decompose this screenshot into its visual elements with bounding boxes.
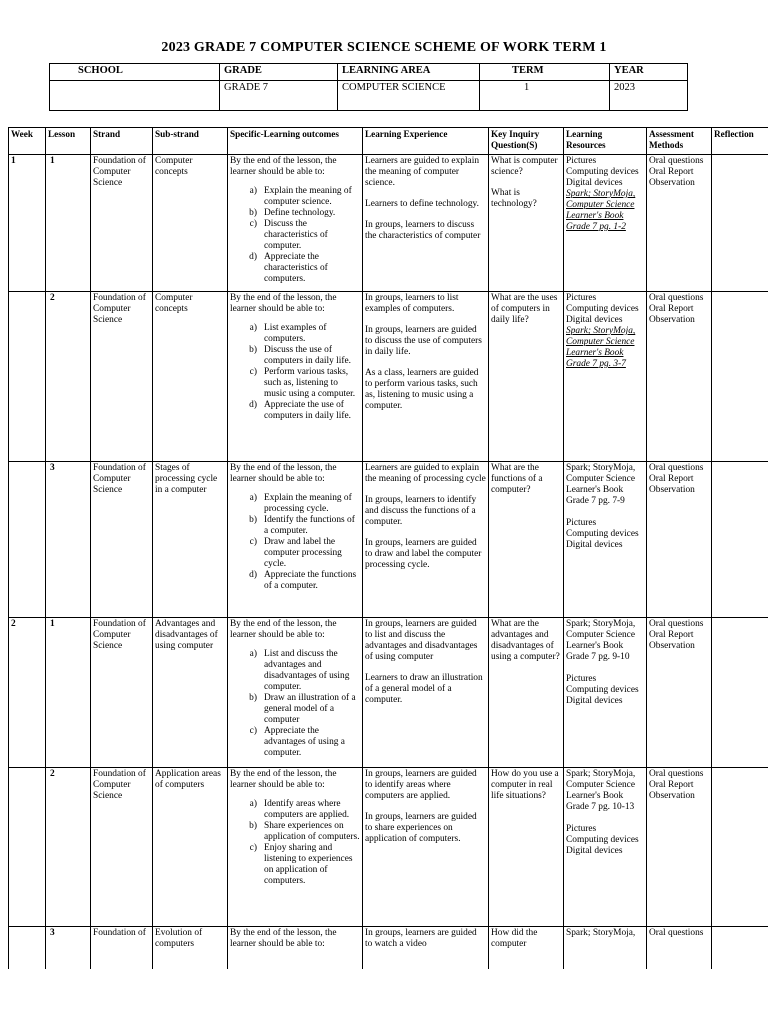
sub-strand-cell: Computer concepts [153,292,228,462]
outcomes-intro: By the end of the lesson, the learner should be able to: [230,463,337,484]
header-assessment: Assessment Methods [647,128,712,155]
resource-item: Digital devices [566,178,623,188]
outcomes-intro: By the end of the lesson, the learner should be able to: [230,156,337,177]
assessment-item: Oral questions [649,463,704,473]
lesson-cell: 3 [46,927,91,970]
week-cell [9,927,46,970]
outcomes-cell: By the end of the lesson, the learner should be able to: [228,927,363,970]
document-title: 2023 GRADE 7 COMPUTER SCIENCE SCHEME OF WORK TERM 1 [161,40,607,55]
outcome-item: c. Appreciate the advantages of using a computer. [264,726,360,759]
header-experience: Learning Experience [363,128,489,155]
experience-paragraph: In groups, learners to discuss the characteristics of computer [365,220,481,241]
resource-item: Pictures [566,293,597,303]
sub-strand-cell: Advantages and disadvantages of using computer [153,618,228,768]
experience-paragraph: In groups, learners to identify and discuss the functions of a computer. [365,495,477,527]
outcome-item: c. Draw and label the computer processing cycle. [264,537,360,570]
lesson-cell: 3 [46,462,91,618]
outcome-item: a. Explain the meaning of computer science. [264,186,360,208]
experience-paragraph: In groups, learners are guided to identify areas where computers are applied. [365,769,477,801]
experience-paragraph: In groups, learners are guided to discuss the use of computers in daily life. [365,325,482,357]
resource-item: Spark; StoryMoja, Computer Science Learner's Book Grade 7 pg. 10-13 [566,769,636,812]
resource-item: Pictures [566,518,597,528]
inquiry-question: What is technology? [491,188,537,209]
resource-item: Spark; StoryMoja, Computer Science Learner's Book Grade 7 pg. 7-9 [566,463,636,506]
assessment-item: Oral questions [649,156,704,166]
outcome-item: d. Appreciate the functions of a computer. [264,570,360,592]
info-header-cell: LEARNING AREA [338,64,480,81]
experience-cell [363,155,489,292]
outcome-item: c. Discuss the characteristics of computer. [264,219,360,252]
resource-item: Spark; StoryMoja, Computer Science Learner's Book Grade 7 pg. 9-10 [566,619,636,662]
outcomes-intro: By the end of the lesson, the learner should be able to: [230,293,337,314]
outcome-item: b. Define technology. [264,208,360,219]
resources-cell [564,768,647,927]
assessment-item: Observation [649,641,695,651]
outcome-item: a. List examples of computers. [264,323,360,345]
strand-cell: Foundation of [91,927,153,970]
assessment-cell [647,292,712,462]
info-header-cell: GRADE [220,64,338,81]
info-value-cell: GRADE 7 [220,81,338,111]
experience-paragraph: In groups, learners to list examples of computers. [365,293,459,314]
info-value-row [50,81,688,111]
experience-paragraph: In groups, learners are guided to draw and label the computer processing cycle. [365,538,482,570]
table-row [9,155,768,292]
resource-item: Digital devices [566,315,623,325]
sub-strand-cell: Computer concepts [153,155,228,292]
outcome-item: d. Appreciate the use of computers in daily life. [264,400,360,422]
experience-paragraph: Learners are guided to explain the meaning of processing cycle [365,463,486,484]
header-strand: Strand [91,128,153,155]
outcomes-cell [228,462,363,618]
resource-item: Computing devices [566,835,639,845]
table-row [9,768,768,927]
assessment-item: Oral Report [649,474,694,484]
experience-paragraph: Learners are guided to explain the meaning of computer science. [365,156,480,188]
info-value-cell [50,81,220,111]
assessment-item: Oral Report [649,167,694,177]
week-cell: 2 [9,618,46,768]
strand-cell: Foundation of Computer Science [91,462,153,618]
spacer [566,663,644,674]
info-header-cell: YEAR [610,64,688,81]
sub-strand-cell: Application areas of computers [153,768,228,927]
resource-item: Computing devices [566,167,639,177]
week-cell [9,768,46,927]
week-cell [9,292,46,462]
spacer [566,507,644,518]
reflection-cell [712,292,768,462]
info-table [49,63,688,111]
resource-item: Digital devices [566,540,623,550]
assessment-item: Oral questions [649,619,704,629]
assessment-item: Observation [649,485,695,495]
outcome-item: c. Enjoy sharing and listening to experiences on application of computers. [264,843,360,887]
outcome-item: b. Identify the functions of a computer. [264,515,360,537]
header-sub-strand: Sub-strand [153,128,228,155]
outcome-item: d. Appreciate the characteristics of computers. [264,252,360,285]
outcome-item: a. Explain the meaning of processing cycle. [264,493,360,515]
scheme-table [8,127,768,969]
outcomes-cell [228,155,363,292]
inquiry-question: How do you use a computer in real life situations? [491,769,559,801]
assessment-item: Observation [649,315,695,325]
assessment-item: Oral questions [649,769,704,779]
resources-cell: Spark; StoryMoja, [564,927,647,970]
outcomes-intro: By the end of the lesson, the learner should be able to: [230,619,337,640]
assessment-cell [647,155,712,292]
header-reflection: Reflection [712,128,768,155]
resource-item: Computing devices [566,304,639,314]
header-inquiry: Key Inquiry Question(S) [489,128,564,155]
assessment-cell [647,618,712,768]
resource-book: Spark; StoryMoja, Computer Science Learner's Book Grade 7 pg. 1-2 [566,189,636,232]
experience-cell [363,292,489,462]
lesson-cell: 1 [46,618,91,768]
outcome-item: c. Perform various tasks, such as, listening to music using a computer. [264,367,360,400]
assessment-cell [647,462,712,618]
experience-cell [363,618,489,768]
header-week: Week [9,128,46,155]
experience-paragraph: As a class, learners are guided to perform various tasks, such as, listening to music using a computer. [365,368,479,411]
resource-item: Pictures [566,674,597,684]
lesson-cell: 2 [46,292,91,462]
info-value-cell: COMPUTER SCIENCE [338,81,480,111]
inquiry-cell [489,155,564,292]
outcome-item: a. Identify areas where computers are applied. [264,799,360,821]
table-row-partial [9,927,768,970]
experience-paragraph: Learners to define technology. [365,199,479,209]
outcomes-list [230,799,360,887]
resources-cell [564,462,647,618]
info-header-cell: SCHOOL [50,64,220,81]
outcomes-list [230,186,360,285]
outcomes-intro: By the end of the lesson, the learner should be able to: [230,769,337,790]
resource-book: Spark; StoryMoja, Computer Science Learner's Book Grade 7 pg. 3-7 [566,326,636,369]
table-row [9,292,768,462]
strand-cell: Foundation of Computer Science [91,618,153,768]
outcome-item: b. Discuss the use of computers in daily life. [264,345,360,367]
assessment-item: Observation [649,791,695,801]
outcomes-list [230,649,360,759]
resource-item: Computing devices [566,529,639,539]
resource-item: Pictures [566,824,597,834]
outcomes-list [230,323,360,422]
outcomes-cell [228,292,363,462]
assessment-item: Oral Report [649,780,694,790]
outcome-item: b. Share experiences on application of computers. [264,821,360,843]
assessment-cell [647,768,712,927]
assessment-item: Observation [649,178,695,188]
table-header-row [9,128,768,155]
week-cell [9,462,46,618]
experience-paragraph: In groups, learners are guided to share experiences on application of computers. [365,812,477,844]
experience-paragraph: In groups, learners are guided to list and discuss the advantages and disadvantages of using computer [365,619,478,662]
sub-strand-cell: Stages of processing cycle in a computer [153,462,228,618]
outcomes-cell [228,618,363,768]
outcomes-list [230,493,360,592]
inquiry-cell [489,462,564,618]
strand-cell: Foundation of Computer Science [91,155,153,292]
spacer [566,813,644,824]
resource-item: Pictures [566,156,597,166]
outcome-item: a. List and discuss the advantages and disadvantages of using computer. [264,649,360,693]
info-header-cell: TERM [480,64,610,81]
reflection-cell [712,768,768,927]
assessment-cell: Oral questions [647,927,712,970]
inquiry-question: What are the uses of computers in daily life? [491,293,558,325]
resource-item: Digital devices [566,696,623,706]
experience-paragraph: Learners to draw an illustration of a general model of a computer. [365,673,483,705]
table-row [9,618,768,768]
reflection-cell [712,155,768,292]
inquiry-question: What is computer science? [491,156,558,177]
inquiry-question: What are the functions of a computer? [491,463,543,495]
table-row [9,462,768,618]
experience-cell [363,462,489,618]
assessment-item: Oral Report [649,304,694,314]
reflection-cell [712,462,768,618]
strand-cell: Foundation of Computer Science [91,768,153,927]
inquiry-cell [489,618,564,768]
lesson-cell: 2 [46,768,91,927]
sub-strand-cell: Evolution of computers [153,927,228,970]
inquiry-question: What are the advantages and disadvantages of using a computer? [491,619,560,662]
resource-item: Computing devices [566,685,639,695]
inquiry-cell: How did the computer [489,927,564,970]
resources-cell [564,618,647,768]
reflection-cell [712,927,768,970]
week-cell: 1 [9,155,46,292]
assessment-item: Oral Report [649,630,694,640]
lesson-cell: 1 [46,155,91,292]
resource-item: Digital devices [566,846,623,856]
inquiry-cell [489,768,564,927]
header-lesson: Lesson [46,128,91,155]
resources-cell [564,292,647,462]
reflection-cell [712,618,768,768]
header-resources: Learning Resources [564,128,647,155]
inquiry-cell [489,292,564,462]
experience-cell: In groups, learners are guided to watch a video [363,927,489,970]
assessment-item: Oral questions [649,293,704,303]
info-value-cell: 2023 [610,81,688,111]
resources-cell [564,155,647,292]
strand-cell: Foundation of Computer Science [91,292,153,462]
header-outcomes: Specific-Learning outcomes [228,128,363,155]
info-value-cell: 1 [480,81,610,111]
outcome-item: b. Draw an illustration of a general model of a computer [264,693,360,726]
info-header-row [50,64,688,81]
outcomes-cell [228,768,363,927]
experience-cell [363,768,489,927]
